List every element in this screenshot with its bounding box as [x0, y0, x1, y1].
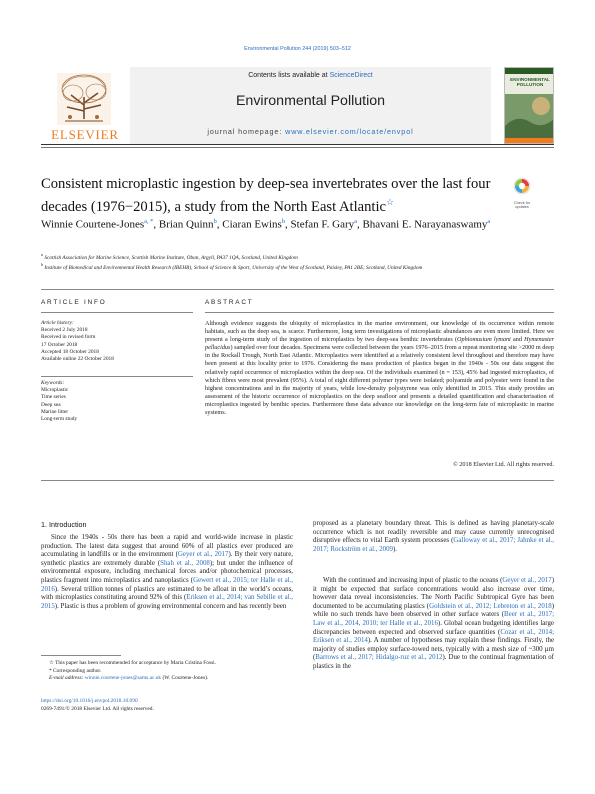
author-4-sup[interactable]: a	[354, 218, 357, 225]
citation-link[interactable]: Geyer et al., 2017	[177, 551, 229, 559]
citation-link[interactable]: Eriksen et al., 2014; van Sebille et al., 2015	[41, 594, 293, 610]
footnote-mark: ☆	[49, 660, 54, 666]
history-item: Accepted 18 October 2018	[41, 348, 99, 355]
abstract-body	[205, 320, 554, 417]
body-text: ). A number of hypotheses may explain these findings. Firstly, the majority of studies employ surface-towed nets, typically with a mesh size of ~300 µm (	[313, 637, 554, 662]
citation-link[interactable]: Barrows et al., 2017; Hidalgo-ruz et al., 2012	[315, 654, 443, 662]
species-name: Hymenaster pellucidus	[205, 336, 555, 352]
email-link[interactable]: winnie.courtene-jones@sams.ac.uk	[84, 675, 162, 682]
article-history	[41, 320, 193, 363]
keyword-item: Long-term study	[41, 416, 78, 423]
body-text: ) it might be expected that surface concentrations would also increase over time, however data reveal inconsistencies. The North Pacific Subtropical Gyre has been documented to be accumulating plastics (	[313, 577, 554, 610]
affiliation-a-mark: a	[41, 252, 43, 257]
section-heading-introduction: 1. Introduction	[41, 520, 87, 529]
author-4[interactable]: Stefan F. Gary	[290, 218, 355, 231]
history-item: Received in revised form	[41, 334, 96, 341]
elsevier-wordmark[interactable]: ELSEVIER	[51, 127, 119, 142]
footnote-email	[41, 675, 293, 683]
divider	[41, 289, 554, 290]
article-info-rule	[41, 312, 193, 313]
title-footnote-mark[interactable]: ☆	[386, 197, 395, 207]
body-text: ). Plastic is thus a problem of growing environmental concern and has recently been	[54, 602, 287, 610]
author-5-sup[interactable]: a	[487, 218, 491, 225]
keyword-item: Marine litter	[41, 408, 69, 415]
journal-reference[interactable]: Environmental Pollution 244 (2019) 503–512	[244, 46, 351, 52]
affiliation-b-mark: b	[41, 262, 43, 267]
affiliation-b	[41, 261, 541, 272]
issn-line: 0269-7491/© 2018 Elsevier Ltd. All rights reserved.	[41, 706, 154, 712]
homepage-link[interactable]: www.elsevier.com/locate/envpol	[285, 127, 414, 136]
keywords	[41, 380, 193, 423]
author-3[interactable]: Ciaran Ewins	[222, 218, 282, 231]
paper-title	[41, 175, 496, 216]
author-list: Winnie Courtene-Jones$^{a, *}$, Brian Quinn$^b$, Ciaran Ewins$^b$, Stefan F. Gary$^a$, Bhavani E. Narayanaswamy$^a$	[41, 218, 491, 231]
author-1[interactable]: Winnie Courtene-Jones	[41, 218, 145, 231]
body-text: ). Due to the continual fragmentation of plastics in the	[313, 654, 554, 670]
body-text: Since the 1940s - 50s there has been a rapid and world-wide increase in plastic production. The latest data suggest that around 60% of all plastics ever produced are accumulating in landfills or in the environment (	[41, 534, 293, 559]
cover-title: ENVIRONMENTAL POLLUTION	[510, 77, 550, 87]
keyword-item: Microplastic	[41, 387, 69, 394]
history-item: Available online 22 October 2018	[41, 356, 114, 363]
check-for-updates-label: Check for updates	[513, 201, 531, 210]
citation-link[interactable]: Shah et al., 2008	[160, 559, 210, 567]
keyword-item: Deep sea	[41, 401, 61, 408]
citation-link[interactable]: Geyer et al., 2017	[502, 577, 552, 584]
history-item: Received 2 July 2018	[41, 327, 88, 334]
history-item: 17 October 2018	[41, 341, 78, 348]
body-text: proposed as a planetary boundary threat. This is defined as having planetary-scale occurrence which is not readily reversible and may cause currently unrecognised disruptive effects to vital Earth system processes (	[313, 520, 554, 545]
abstract-copyright: © 2018 Elsevier Ltd. All rights reserved.	[453, 461, 554, 468]
footnote-text: Corresponding author.	[51, 667, 102, 674]
doi-link[interactable]: https://doi.org/10.1016/j.envpol.2018.10.090	[41, 698, 138, 704]
footnote-recommendation	[41, 660, 293, 668]
journal-title[interactable]: Environmental Pollution	[235, 93, 386, 109]
history-label: Article history:	[41, 320, 74, 326]
keywords-rule	[41, 376, 193, 377]
intro-right-paragraph-2	[313, 577, 554, 672]
abstract-part: Although evidence suggests the ubiquity of microplastics in the marine environment, our knowledge of its occurrence within remote habitats, such as the deep sea, is scarce. Furthermore, long term investigations of microplastic abundances are even more limited. Here we present a long-term study of the ingestion of microplastics by two deep-sea benthic invertebrates (	[205, 320, 554, 344]
abstract-part: and	[510, 336, 525, 344]
keyword-item: Time series	[41, 394, 66, 401]
footnote-mark: *	[49, 667, 52, 674]
affiliation-b-text: Institute of Biomedical and Environmental Health Research (IBEHR), School of Science & Sport, University of the West of Scotland, Paisley, PA1 2BE, Scotland, United Kingdom	[44, 264, 423, 271]
author-1-sup[interactable]: a, *	[144, 218, 154, 225]
contents-prefix: Contents lists available at	[248, 72, 330, 79]
email-suffix: (W. Courtene-Jones).	[161, 675, 209, 682]
body-text: ); but under the influence of environmental exposure, including mechanical forces and/or photochemical processes, plastics fragment into microplastics and nanoplastics (	[41, 559, 294, 584]
body-text: With the continued and increasing input of plastic to the oceans (	[323, 577, 503, 584]
email-label: E-mail address:	[49, 675, 84, 682]
citation-link[interactable]: Gewert et al., 2015; ter Halle et al., 2016	[41, 576, 293, 593]
citation-link[interactable]: Goldstein et al., 2012; Lebreton et al., 2018	[429, 602, 552, 610]
keywords-label: Keywords:	[41, 380, 65, 386]
journal-header	[41, 67, 554, 155]
header-rule	[41, 144, 554, 145]
author-2[interactable]: Brian Quinn	[158, 218, 214, 231]
check-for-updates-icon	[513, 177, 531, 199]
author-3-sup[interactable]: b	[281, 218, 286, 225]
homepage-prefix: journal homepage:	[207, 127, 286, 136]
body-text: ). By their very nature, synthetic plastics are extremely durable (	[41, 551, 293, 567]
species-name: Ophiomusium lymani	[457, 336, 511, 344]
check-for-updates-badge[interactable]	[508, 177, 536, 211]
body-text: ). Global ocean budgeting identifies large discrepancies between expected and observed surface quantities (	[313, 619, 554, 636]
contents-line	[130, 72, 491, 79]
affiliation-a-text: Scottish Association for Marine Science, Scottish Marine Institute, Oban, Argyll, PA37 1QA, Scotland, United Kingdom	[44, 254, 298, 261]
citation-link[interactable]: Beer et al., 2017; Law et al., 2014, 2010; ter Halle et al., 2016	[313, 611, 554, 627]
divider	[41, 480, 554, 481]
abstract-part: ) sampled over four decades. Specimens were collected between the years 1976–2015 from a repeat monitoring site >2000 m deep in the Rockall Trough, North East Atlantic. Microplastics were identified at a relatively consistent level throughout and therefore may have been present at this locality prior to 1976. Considering the mass production of plastics began in the 1940s - 50s our data suggest the relatively rapid occurrence of microplastics within the deep sea. Of the individuals examined (n = 153), 45% had ingested microplastics, of which fibres were most prevalent (95%). A total of eight different polymer types were isolated; polyamide and polyester were found in the highest concentrations and in the majority of years, while low-density polystyrene was only identified in 2015. This study provides an assessment of the historic occurrence of microplastics on the deep seafloor and presents a detailed quantification and characterisation of microplastics ingested by benthic species. Furthermore these data advance our knowledge on the long-term fate of microplastic in marine systems.	[205, 344, 554, 417]
article-info-heading: ARTICLE INFO	[41, 299, 107, 306]
body-text: ) while no such trends have been observed in other surface waters (	[313, 602, 555, 619]
journal-homepage	[130, 127, 491, 136]
footnote-text: This paper has been recommended for acceptance by Maria Cristina Fossi.	[53, 660, 217, 666]
body-text: ). Several trillion tonnes of plastics are estimated to be afloat in the world’s oceans, with microplastics constituting around 92% of this (	[41, 585, 293, 602]
footnote-rule	[41, 655, 121, 656]
intro-right-paragraph-1	[313, 520, 554, 554]
intro-left-column	[41, 534, 293, 611]
abstract-heading: ABSTRACT	[205, 299, 254, 306]
body-text: ).	[393, 545, 398, 553]
sciencedirect-link[interactable]: ScienceDirect	[329, 72, 373, 79]
paper-title-text: Consistent microplastic ingestion by deep-sea invertebrates over the last four decades (1976−2015), a study from the North East Atlantic	[41, 176, 491, 215]
citation-link[interactable]: Galloway et al., 2017; Jahnke et al., 2017; Rockström et al., 2009	[313, 537, 554, 553]
citation-link[interactable]: Cozar et al., 2014; Eriksen et al., 2014	[313, 628, 554, 645]
journal-cover[interactable]	[504, 67, 554, 144]
footnotes	[41, 660, 293, 683]
author-5[interactable]: Bhavani E. Narayanaswamy	[362, 218, 488, 231]
abstract-rule	[205, 312, 554, 313]
header-rule-secondary	[41, 147, 554, 148]
author-2-sup[interactable]: b	[213, 218, 217, 225]
